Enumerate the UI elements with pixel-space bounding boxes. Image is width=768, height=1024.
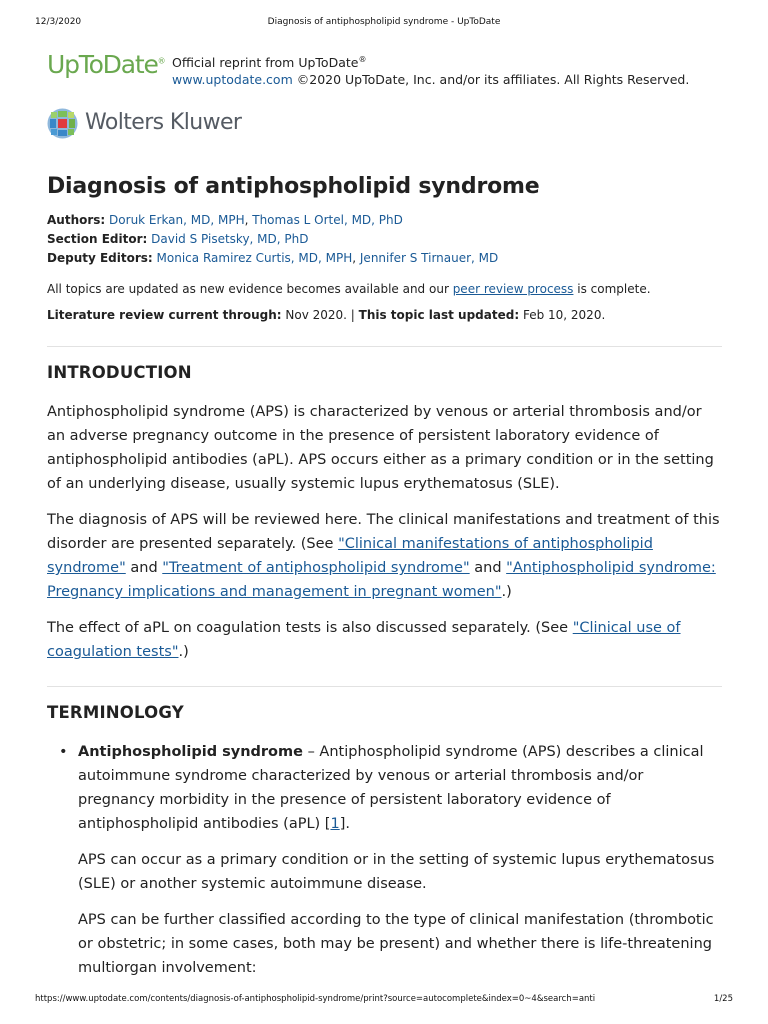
clinical-manifestations-link[interactable]: "Clinical manifestations of antiphospholipid syndrome" bbox=[47, 536, 653, 576]
author-link[interactable]: Thomas L Ortel, MD, PhD bbox=[252, 213, 403, 227]
bullet-icon: • bbox=[59, 744, 68, 760]
intro-paragraph-1: Antiphospholipid syndrome (APS) is characterized by venous or arterial thrombosis and/or an adverse pregnancy outcome in the presence of persistent laboratory evidence of antiphospholipid antibodies (aPL). APS occurs either as a primary condition or in the setting of an underlying disease, usually systemic lupus erythematosus (SLE). bbox=[47, 404, 714, 492]
print-url: https://www.uptodate.com/contents/diagnosis-of-antiphospholipid-syndrome/print?source=autocomplete&index=0~4&search=anti bbox=[35, 994, 596, 1004]
publisher-logo bbox=[47, 108, 722, 142]
intro-paragraph-2: The diagnosis of APS will be reviewed here. The clinical manifestations and treatment of this disorder are presented separately. (See "Clinical manifestations of antiphospholipid syndrome" and "Treatment of antiphospholipid syndrome" and "Antiphospholipid syndrome: Pregnancy implications and management in pregnant women".) bbox=[47, 512, 720, 600]
print-header bbox=[35, 17, 733, 31]
publisher-name: Wolters Kluwer bbox=[85, 110, 242, 135]
article-page bbox=[47, 48, 722, 980]
term-label: Antiphospholipid syndrome bbox=[78, 744, 303, 760]
uptodate-logo: UpToDate® bbox=[47, 50, 166, 79]
deputy-editor-link[interactable]: Jennifer S Tirnauer, MD bbox=[359, 251, 499, 265]
section-editor-link[interactable]: David S Pisetsky, MD, PhD bbox=[151, 232, 309, 246]
reprint-banner bbox=[47, 48, 722, 92]
terminology-list bbox=[47, 740, 722, 980]
print-title: Diagnosis of antiphospholipid syndrome - UpToDate bbox=[267, 17, 501, 27]
authors-row: Authors: Doruk Erkan, MD, MPH, Thomas L Ortel, MD, PhD bbox=[47, 213, 403, 227]
introduction-heading: INTRODUCTION bbox=[47, 363, 192, 382]
print-footer bbox=[35, 994, 733, 1008]
terminology-heading: TERMINOLOGY bbox=[47, 703, 184, 722]
reprint-notice: Official reprint from UpToDate® www.uptodate.com ©2020 UpToDate, Inc. and/or its affiliates. All Rights Reserved. bbox=[172, 55, 690, 88]
reprint-line: Official reprint from UpToDate bbox=[172, 55, 359, 71]
review-dates: Literature review current through: Nov 2020. | This topic last updated: Feb 10, 2020. bbox=[47, 308, 606, 322]
treatment-link[interactable]: "Treatment of antiphospholipid syndrome" bbox=[162, 560, 470, 576]
author-link[interactable]: Doruk Erkan, MD, MPH bbox=[109, 213, 245, 227]
section-divider bbox=[47, 686, 722, 687]
uptodate-site-link[interactable]: www.uptodate.com bbox=[172, 72, 293, 88]
pregnancy-implications-link[interactable]: "Antiphospholipid syndrome: Pregnancy implications and management in pregnant women" bbox=[47, 560, 716, 600]
intro-paragraph-3: The effect of aPL on coagulation tests is also discussed separately. (See "Clinical use of coagulation tests".) bbox=[47, 620, 681, 660]
article-credits bbox=[47, 211, 722, 268]
page-number: 1/25 bbox=[713, 994, 733, 1004]
copyright-text: ©2020 UpToDate, Inc. and/or its affiliates. All Rights Reserved. bbox=[296, 72, 690, 88]
page-title: Diagnosis of antiphospholipid syndrome bbox=[47, 174, 540, 199]
reference-link[interactable]: 1 bbox=[330, 816, 340, 832]
section-divider bbox=[47, 346, 722, 347]
update-note: All topics are updated as new evidence becomes available and our peer review process is complete. bbox=[47, 282, 651, 296]
deputy-editors-row: Deputy Editors: Monica Ramirez Curtis, MD, MPH, Jennifer S Tirnauer, MD bbox=[47, 251, 499, 265]
print-date: 12/3/2020 bbox=[35, 17, 82, 27]
coagulation-tests-link[interactable]: "Clinical use of coagulation tests" bbox=[47, 620, 681, 660]
wolters-kluwer-mark-icon bbox=[47, 108, 78, 139]
list-item: • Antiphospholipid syndrome – Antiphospholipid syndrome (APS) describes a clinical autoimmune syndrome characterized by venous or arterial thrombosis and/or pregnancy morbidity in the presence of persistent laboratory evidence of antiphospholipid antibodies (aPL) [1]. APS can occur as a primary condition or in the setting of systemic lupus erythematosus (SLE) or another systemic autoimmune disease. APS can be further classified according to the type of clinical manifestation (thrombotic or obstetric; in some cases, both may be present) and whether there is life-threatening multiorgan involvement: bbox=[78, 740, 722, 980]
term-subparagraph: APS can occur as a primary condition or in the setting of systemic lupus erythematosus (SLE) or another systemic autoimmune disease. bbox=[78, 852, 715, 892]
term-subparagraph: APS can be further classified according to the type of clinical manifestation (thrombotic or obstetric; in some cases, both may be present) and whether there is life-threatening multiorgan involvement: bbox=[78, 912, 714, 976]
deputy-editor-link[interactable]: Monica Ramirez Curtis, MD, MPH bbox=[156, 251, 353, 265]
section-editor-row: Section Editor: David S Pisetsky, MD, PhD bbox=[47, 232, 309, 246]
peer-review-link[interactable]: peer review process bbox=[452, 282, 574, 296]
